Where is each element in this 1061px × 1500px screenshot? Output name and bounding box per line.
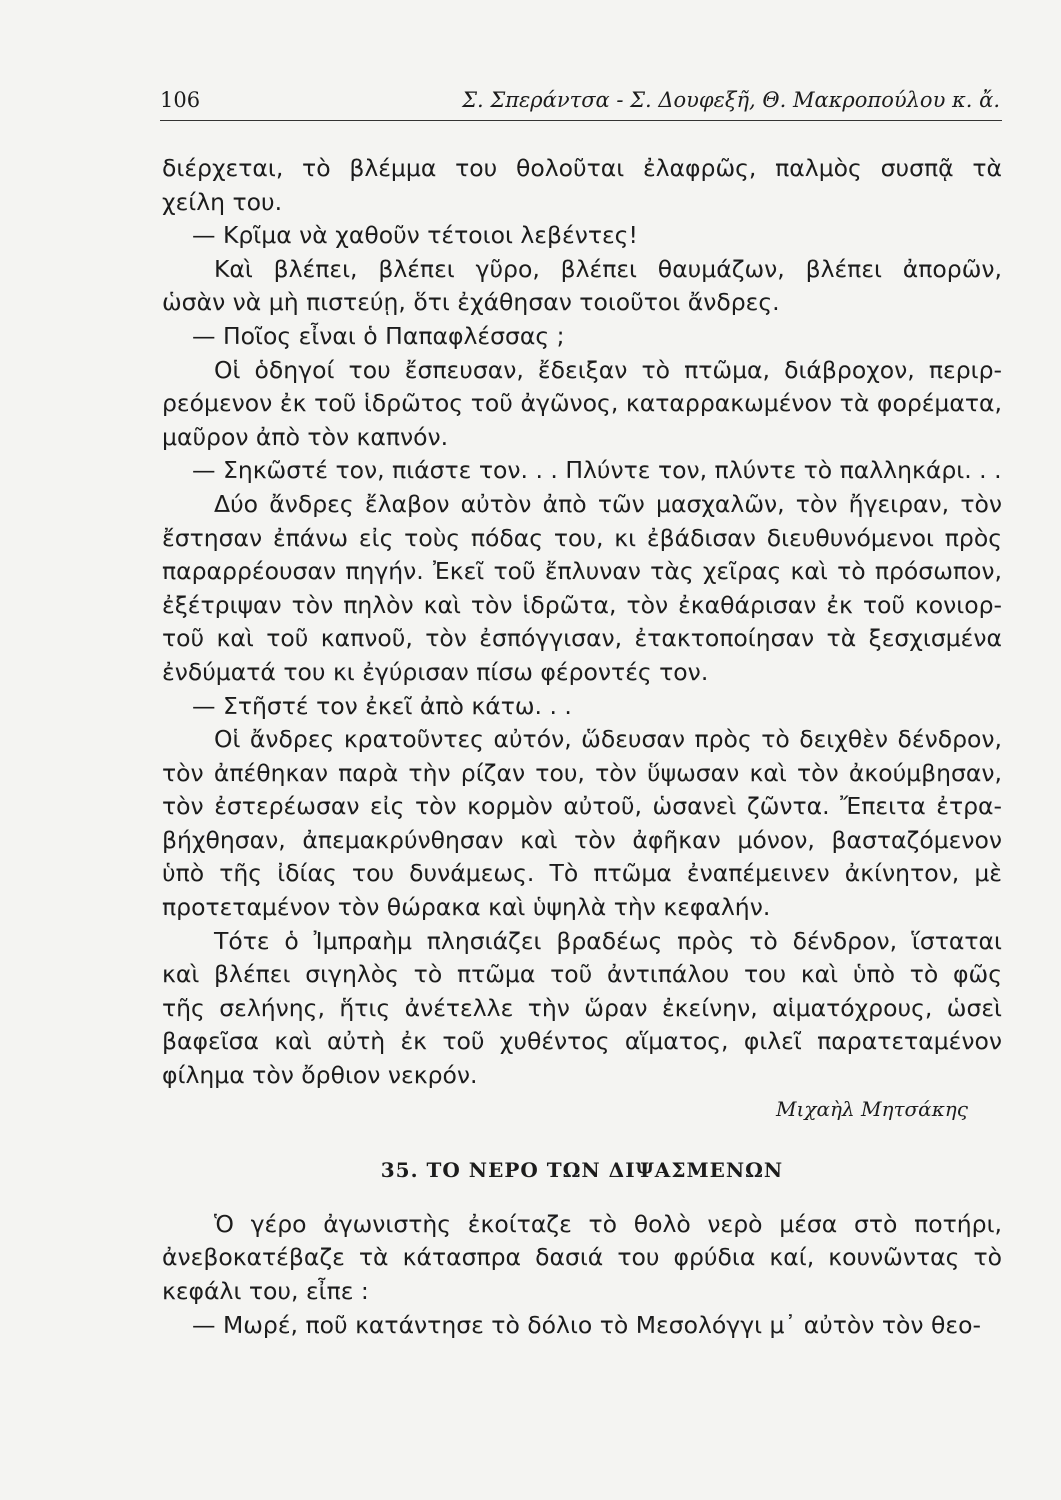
text-line: Οἱ ὁδηγοί του ἔσπευσαν, ἔδειξαν τὸ πτῶμα, διάβροχον, περιρ- <box>214 355 1002 384</box>
dialogue-line: — Ποῖος εἶναι ὁ Παπαφλέσσας ; <box>192 321 565 350</box>
text-line: μαῦρον ἀπὸ τὸν καπνόν. <box>162 422 449 451</box>
text-line: παραρρέουσαν πηγήν. Ἐκεῖ τοῦ ἔπλυναν τὰς χεῖρας καὶ τὸ πρόσωπον, <box>162 557 1002 586</box>
text-line: Καὶ βλέπει, βλέπει γῦρο, βλέπει θαυμάζων, βλέπει ἀπορῶν, <box>214 254 1002 283</box>
dialogue-line: — Κρῖμα νὰ χαθοῦν τέτοιοι λεβέντες! <box>192 221 638 250</box>
text-line: τὸν ἀπέθηκαν παρὰ τὴν ρίζαν του, τὸν ὕψωσαν καὶ τὸν ἀκούμβησαν, <box>162 758 1002 787</box>
text-line: φίλημα τὸν ὄρθιον νεκρόν. <box>162 1061 478 1090</box>
text-line: βήχθησαν, ἀπεμακρύνθησαν καὶ τὸν ἀφῆκαν μόνον, βασταζόμενον <box>162 825 1002 854</box>
text-line: Ὁ γέρο ἀγωνιστὴς ἐκοίταζε τὸ θολὸ νερὸ μέσα στὸ ποτήρι, <box>214 1209 1002 1238</box>
text-line: τοῦ καὶ τοῦ καπνοῦ, τὸν ἐσπόγγισαν, ἐτακτοποίησαν τὰ ξεσχισμένα <box>162 624 1002 653</box>
text-line: ἀνεβοκατέβαζε τὰ κάτασπρα δασιά του φρύδια καί, κουνῶντας τὸ <box>162 1243 1002 1272</box>
text-line: διέρχεται, τὸ βλέμμα του θολοῦται ἐλαφρῶς, παλμὸς συσπᾷ τὰ <box>162 154 1002 182</box>
text-line: τῆς σελήνης, ἥτις ἀνέτελλε τὴν ὥραν ἐκείνην, αἱματόχρους, ὡσεὶ <box>162 993 1002 1022</box>
text-line: βαφεῖσα καὶ αὐτὴ ἐκ τοῦ χυθέντος αἵματος, φιλεῖ παρατεταμένον <box>162 1027 1002 1056</box>
text-line: Δύο ἄνδρες ἔλαβον αὐτὸν ἀπὸ τῶν μασχαλῶν, τὸν ἤγειραν, τὸν <box>214 489 1002 518</box>
text-line: ὡσὰν νὰ μὴ πιστεύῃ, ὅτι ἐχάθησαν τοιοῦτοι ἄνδρες. <box>162 288 780 317</box>
text-line: ἐξέτριψαν τὸν πηλὸν καὶ τὸν ἱδρῶτα, τὸν ἐκαθάρισαν ἐκ τοῦ κονιορ- <box>162 590 1002 619</box>
text-line: τὸν ἐστερέωσαν εἰς τὸν κορμὸν αὐτοῦ, ὡσανεὶ ζῶντα. Ἔπειτα ἐτρα- <box>162 792 1002 821</box>
author-signature: Μιχαὴλ Μητσάκης <box>776 1096 968 1121</box>
text-line: Οἱ ἄνδρες κρατοῦντες αὐτόν, ὥδευσαν πρὸς τὸ δειχθὲν δένδρον, <box>214 725 1002 754</box>
text-line: ρεόμενον ἐκ τοῦ ἱδρῶτος τοῦ ἀγῶνος, καταρρακωμένον τὰ φορέματα, <box>162 389 1002 418</box>
text-line: ὑπὸ τῆς ἰδίας του δυνάμεως. Τὸ πτῶμα ἐναπέμεινεν ἀκίνητον, μὲ <box>162 859 1002 888</box>
page-body <box>162 152 1002 1342</box>
running-title: Σ. Σπεράντσα - Σ. Δουφεξῆ, Θ. Μακροπούλου κ. ἄ. <box>462 88 1000 112</box>
text-line: ἐνδύματά του κι ἐγύρισαν πίσω φέροντές τον. <box>162 657 709 686</box>
page-header <box>160 86 1002 121</box>
text-line: προτεταμένον τὸν θώρακα καὶ ὑψηλὰ τὴν κεφαλήν. <box>162 893 771 922</box>
page-number: 106 <box>160 88 201 112</box>
text-line: Τότε ὁ Ἰμπραὴμ πλησιάζει βραδέως πρὸς τὸ δένδρον, ἵσταται <box>214 926 1002 955</box>
dialogue-line: — Μωρέ, ποῦ κατάντησε τὸ δόλιο τὸ Μεσολόγγι μ᾿ αὐτὸν τὸν θεο- <box>192 1310 981 1339</box>
dialogue-line: — Στῆστέ τον ἐκεῖ ἀπὸ κάτω. . . <box>192 691 572 720</box>
text-line: ἔστησαν ἐπάνω εἰς τοὺς πόδας του, κι ἐβάδισαν διευθυνόμενοι πρὸς <box>162 523 1002 552</box>
dialogue-line: — Σηκῶστέ τον, πιάστε τον. . . Πλύντε τον, πλύντε τὸ παλληκάρι. . . <box>192 456 1002 485</box>
text-line: κεφάλι του, εἶπε : <box>162 1277 369 1305</box>
text-line: καὶ βλέπει σιγηλὸς τὸ πτῶμα τοῦ ἀντιπάλου του καὶ ὑπὸ τὸ φῶς <box>162 960 1002 989</box>
section-heading: 35. ΤΟ ΝΕΡΟ ΤΩΝ ΔΙΨΑΣΜΕΝΩΝ <box>380 1158 784 1183</box>
text-line: χείλη του. <box>162 187 283 216</box>
